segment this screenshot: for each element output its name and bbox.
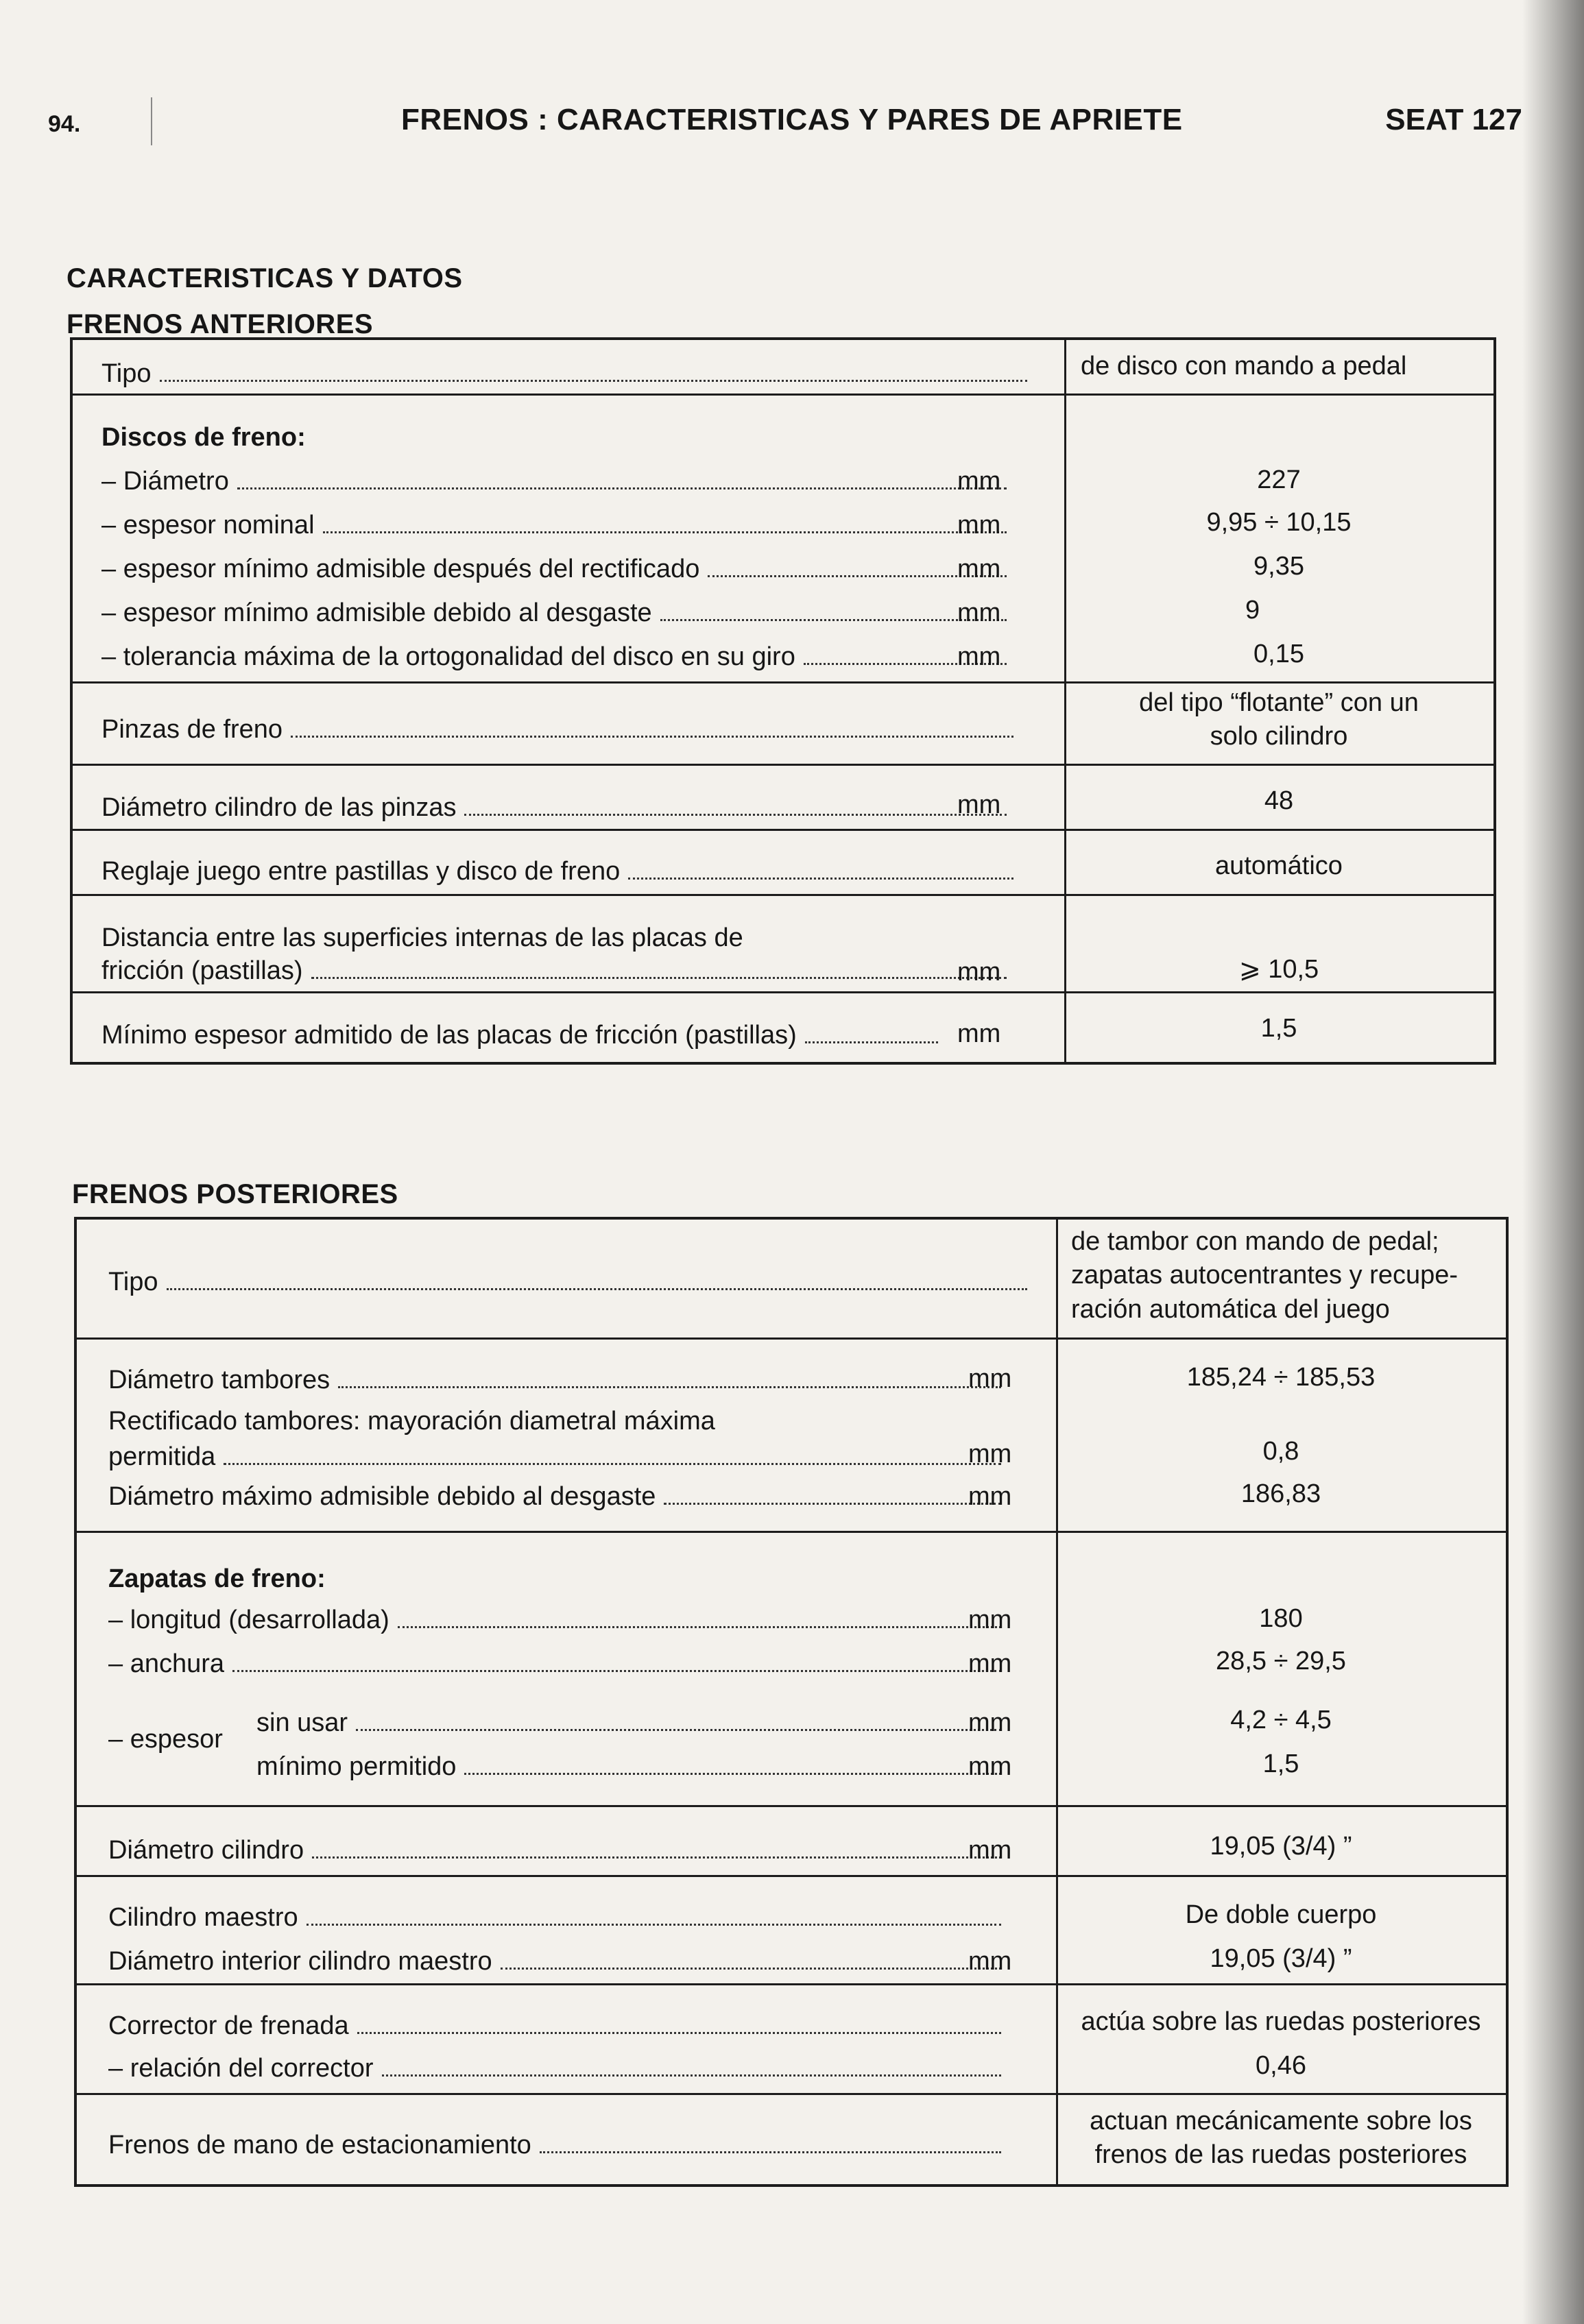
spec-label: Reglaje juego entre pastillas y disco de freno: [101, 858, 1020, 884]
spec-value: [1058, 2105, 1504, 2172]
table-row-tambores: [77, 1337, 1506, 1533]
spec-label: Diámetro cilindro: [108, 1837, 1008, 1863]
unit-label: mm: [968, 1708, 1012, 1737]
spec-label: Frenos de mano de estacionamiento: [108, 2132, 1008, 2158]
spec-value-line: del tipo “flotante” con un: [1139, 688, 1419, 717]
unit-label: mm: [957, 958, 1001, 987]
spec-value: 185,24 ÷ 185,53: [1186, 1363, 1376, 1392]
spec-value: 0,8: [1262, 1437, 1299, 1466]
unit-label: mm: [968, 1649, 1012, 1678]
spec-label: fricción (pastillas): [101, 958, 1013, 984]
model-label: SEAT 127: [1385, 103, 1522, 136]
unit-label: mm: [957, 790, 1001, 819]
spec-label: Cilindro maestro: [108, 1904, 1008, 1930]
rear-section-title: FRENOS POSTERIORES: [72, 1179, 398, 1209]
spec-value: 0,15: [1253, 640, 1304, 668]
spec-value: 28,5 ÷ 29,5: [1216, 1647, 1346, 1675]
page-edge-shadow: [1522, 0, 1584, 2324]
espesor-label: – espesor: [108, 1725, 223, 1754]
unit-label: mm: [957, 467, 1001, 496]
spec-label: mínimo permitido: [256, 1754, 1008, 1780]
spec-label-line: Distancia entre las superficies internas de las placas de: [101, 923, 743, 952]
spec-value: 9: [1245, 596, 1260, 625]
front-brakes-table: [70, 337, 1496, 1065]
section-main-title: CARACTERISTICAS Y DATOS: [67, 263, 463, 293]
table-row-diametro-cilindro: [77, 1805, 1506, 1877]
table-row-minimo-espesor: [73, 991, 1493, 1064]
table-row-freno-mano: [77, 2093, 1506, 2186]
page-number: 94.: [48, 111, 81, 137]
front-section-title: FRENOS ANTERIORES: [67, 309, 374, 339]
spec-value: ⩾ 10,5: [1238, 955, 1319, 984]
spec-value: automático: [1215, 851, 1343, 880]
spec-label: Diámetro interior cilindro maestro: [108, 1948, 1008, 1974]
spec-value: 227: [1257, 465, 1301, 494]
table-row-distancia: [73, 894, 1493, 993]
spec-value: 4,2 ÷ 4,5: [1230, 1706, 1332, 1734]
table-row-tipo: [73, 340, 1493, 394]
spec-label: – espesor mínimo admisible debido al desgaste: [101, 600, 1013, 626]
spec-label: Corrector de frenada: [108, 2013, 1008, 2039]
spec-value: 1,5: [1262, 1750, 1299, 1778]
spec-label: permitida: [108, 1444, 1008, 1470]
spec-value: 48: [1264, 786, 1294, 815]
discos-heading: Discos de freno:: [101, 423, 306, 452]
table-row-zapatas: [77, 1531, 1506, 1807]
spec-label: – espesor mínimo admisible después del rectificado: [101, 556, 1013, 582]
page-header: [48, 103, 1522, 151]
spec-value: [1071, 1225, 1458, 1327]
spec-value: 19,05 (3/4) ”: [1210, 1944, 1352, 1973]
unit-label: mm: [968, 1947, 1012, 1976]
unit-label: mm: [957, 511, 1001, 540]
spec-label: – relación del corrector: [108, 2055, 1008, 2081]
spec-label: Diámetro máximo admisible debido al desgaste: [108, 1484, 1008, 1510]
spec-label: – longitud (desarrollada): [108, 1607, 1008, 1633]
spec-label: Pinzas de freno: [101, 716, 1020, 742]
spec-value: 9,35: [1253, 552, 1304, 581]
spec-value: 1,5: [1260, 1014, 1297, 1043]
spec-label: Mínimo espesor admitido de las placas de fricción (pastillas): [101, 1022, 945, 1048]
unit-label: mm: [968, 1440, 1012, 1468]
spec-value-line: de tambor con mando de pedal;: [1071, 1227, 1439, 1256]
table-row-corrector: [77, 1983, 1506, 2095]
table-row-diametro-cilindro: [73, 764, 1493, 831]
table-row-pinzas: [73, 681, 1493, 766]
spec-value: 186,83: [1240, 1479, 1321, 1508]
spec-label: – tolerancia máxima de la ortogonalidad del disco en su giro: [101, 644, 1013, 670]
spec-label: – Diámetro: [101, 468, 1013, 494]
rear-brakes-table: [74, 1217, 1509, 2187]
spec-value: actúa sobre las ruedas posteriores: [1081, 2007, 1481, 2036]
unit-label: mm: [957, 1019, 1001, 1048]
spec-value: 9,95 ÷ 10,15: [1206, 508, 1352, 537]
spec-label: sin usar: [256, 1710, 1008, 1736]
spec-value: 180: [1259, 1604, 1303, 1633]
spec-value: De doble cuerpo: [1185, 1900, 1377, 1929]
spec-value: de disco con mando a pedal: [1081, 352, 1407, 380]
spec-value-line: ración automática del juego: [1071, 1294, 1390, 1324]
unit-label: mm: [968, 1752, 1012, 1781]
unit-label: mm: [968, 1606, 1012, 1634]
spec-label: Tipo: [101, 361, 1034, 387]
table-row-reglaje: [73, 829, 1493, 896]
spec-label: – anchura: [108, 1651, 1008, 1677]
page-title: FRENOS : CARACTERISTICAS Y PARES DE APRIETE: [401, 103, 1183, 136]
unit-label: mm: [957, 555, 1001, 583]
unit-label: mm: [968, 1836, 1012, 1865]
spec-label: Tipo: [108, 1269, 1034, 1295]
spec-label: Diámetro cilindro de las pinzas: [101, 795, 1013, 821]
unit-label: mm: [957, 598, 1001, 627]
spec-value: 19,05 (3/4) ”: [1210, 1832, 1352, 1861]
header-divider: [151, 97, 152, 145]
table-row-discos: [73, 394, 1493, 683]
table-row-cilindro-maestro: [77, 1875, 1506, 1985]
unit-label: mm: [957, 642, 1001, 671]
spec-label: – espesor nominal: [101, 512, 1013, 538]
spec-label: Diámetro tambores: [108, 1367, 1008, 1393]
unit-label: mm: [968, 1364, 1012, 1393]
spec-label-line: Rectificado tambores: mayoración diametral máxima: [108, 1407, 715, 1436]
zapatas-heading: Zapatas de freno:: [108, 1564, 326, 1593]
spec-value-line: zapatas autocentrantes y recupe-: [1071, 1261, 1459, 1290]
spec-value-line: solo cilindro: [1210, 722, 1348, 751]
spec-value-line: actuan mecánicamente sobre los: [1090, 2107, 1472, 2135]
spec-value: 0,46: [1256, 2051, 1306, 2080]
spec-value: [1066, 686, 1491, 754]
unit-label: mm: [968, 1482, 1012, 1511]
spec-value-line: frenos de las ruedas posteriores: [1094, 2140, 1467, 2170]
table-row-tipo: [77, 1220, 1506, 1337]
